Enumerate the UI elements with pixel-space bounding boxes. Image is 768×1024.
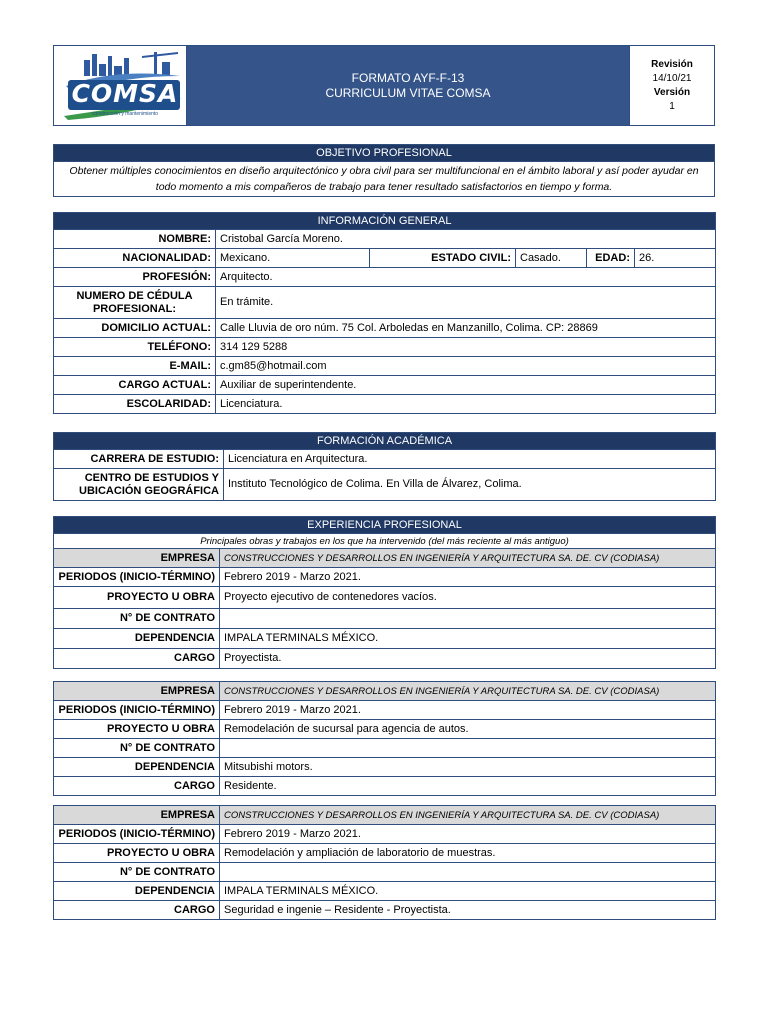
dependencia-value: IMPALA TERMINALS MÉXICO. — [220, 882, 716, 901]
periodos-value: Febrero 2019 - Marzo 2021. — [220, 825, 716, 844]
proyecto-label: PROYECTO U OBRA — [54, 720, 220, 739]
revision-block — [629, 46, 714, 125]
nombre-value: Cristobal García Moreno. — [216, 230, 716, 249]
comsa-logo — [54, 46, 187, 125]
academic-table — [53, 432, 716, 501]
contrato-value — [220, 609, 716, 629]
centro-label: CENTRO DE ESTUDIOS Y UBICACIÓN GEOGRÁFICA — [54, 469, 224, 501]
objective-title: OBJETIVO PROFESIONAL — [54, 145, 715, 162]
empresa-label: EMPRESA — [54, 549, 220, 568]
profesion-value: Arquitecto. — [216, 268, 716, 287]
proyecto-value: Proyecto ejecutivo de contenedores vacíos. — [220, 587, 716, 609]
objective-text: Obtener múltiples conocimientos en diseño arquitectónico y obra civil para ser multifuncional en el ámbito laboral y así poder ayudar en todo momento a mis compañeros de trabajo para tener resultado satisfactorios en tiempo y forma. — [54, 162, 715, 197]
form-title: CURRICULUM VITAE COMSA — [325, 85, 491, 100]
contrato-label: N° DE CONTRATO — [54, 609, 220, 629]
periodos-label: PERIODOS (INICIO-TÉRMINO) — [54, 568, 220, 587]
empresa-label: EMPRESA — [54, 682, 220, 701]
form-title-block — [187, 46, 629, 125]
estado-civil-label: ESTADO CIVIL: — [370, 249, 516, 268]
contrato-label: N° DE CONTRATO — [54, 863, 220, 882]
escolaridad-value: Licenciatura. — [216, 395, 716, 414]
edad-label: EDAD: — [587, 249, 635, 268]
nacionalidad-value: Mexicano. — [216, 249, 370, 268]
experience-title: EXPERIENCIA PROFESIONAL — [54, 517, 716, 534]
contrato-value — [220, 739, 716, 758]
experience-note: Principales obras y trabajos en los que ha intervenido (del más reciente al más antiguo) — [54, 534, 716, 549]
cargo-label: CARGO — [54, 901, 220, 920]
periodos-value: Febrero 2019 - Marzo 2021. — [220, 568, 716, 587]
dependencia-label: DEPENDENCIA — [54, 758, 220, 777]
logo-text: COMSA — [71, 79, 179, 108]
dependencia-label: DEPENDENCIA — [54, 629, 220, 649]
experience-table-2 — [53, 681, 716, 796]
carrera-label: CARRERA DE ESTUDIO: — [54, 450, 224, 469]
telefono-label: TELÉFONO: — [54, 338, 216, 357]
proyecto-label: PROYECTO U OBRA — [54, 587, 220, 609]
proyecto-value: Remodelación de sucursal para agencia de autos. — [220, 720, 716, 739]
empresa-value: CONSTRUCCIONES Y DESARROLLOS EN INGENIERÍA Y ARQUITECTURA SA. DE. CV (CODIASA) — [220, 806, 716, 825]
proyecto-value: Remodelación y ampliación de laboratorio de muestras. — [220, 844, 716, 863]
dependencia-value: Mitsubishi motors. — [220, 758, 716, 777]
contrato-value — [220, 863, 716, 882]
logo-tagline: construcción y mantenimiento — [91, 111, 159, 117]
periodos-value: Febrero 2019 - Marzo 2021. — [220, 701, 716, 720]
cargo-actual-label: CARGO ACTUAL: — [54, 376, 216, 395]
objective-table — [53, 144, 715, 197]
telefono-value: 314 129 5288 — [216, 338, 716, 357]
nacionalidad-label: NACIONALIDAD: — [54, 249, 216, 268]
contrato-label: N° DE CONTRATO — [54, 739, 220, 758]
cedula-value: En trámite. — [216, 287, 716, 319]
cargo-value: Residente. — [220, 777, 716, 796]
form-code: FORMATO AYF-F-13 — [351, 70, 465, 85]
experience-table-3 — [53, 805, 716, 920]
cargo-value: Proyectista. — [220, 649, 716, 669]
version-number: 1 — [669, 100, 675, 112]
proyecto-label: PROYECTO U OBRA — [54, 844, 220, 863]
email-value: c.gm85@hotmail.com — [216, 357, 716, 376]
centro-value: Instituto Tecnológico de Colima. En Villa de Álvarez, Colima. — [224, 469, 716, 501]
periodos-label: PERIODOS (INICIO-TÉRMINO) — [54, 825, 220, 844]
cargo-actual-value: Auxiliar de superintendente. — [216, 376, 716, 395]
dependencia-value: IMPALA TERMINALS MÉXICO. — [220, 629, 716, 649]
experience-table-1 — [53, 516, 716, 669]
general-title: INFORMACIÓN GENERAL — [54, 213, 716, 230]
form-header — [53, 45, 715, 126]
cedula-label: NUMERO DE CÉDULA PROFESIONAL: — [54, 287, 216, 319]
profesion-label: PROFESIÓN: — [54, 268, 216, 287]
cargo-value: Seguridad e ingenie – Residente - Proyectista. — [220, 901, 716, 920]
nombre-label: NOMBRE: — [54, 230, 216, 249]
empresa-label: EMPRESA — [54, 806, 220, 825]
cargo-label: CARGO — [54, 649, 220, 669]
periodos-label: PERIODOS (INICIO-TÉRMINO) — [54, 701, 220, 720]
estado-civil-value: Casado. — [516, 249, 587, 268]
empresa-value: CONSTRUCCIONES Y DESARROLLOS EN INGENIERÍA Y ARQUITECTURA SA. DE. CV (CODIASA) — [220, 549, 716, 568]
edad-value: 26. — [635, 249, 716, 268]
revision-label: Revisión — [651, 58, 693, 70]
email-label: E-MAIL: — [54, 357, 216, 376]
version-label: Versión — [653, 86, 691, 98]
revision-date: 14/10/21 — [652, 72, 692, 84]
cargo-label: CARGO — [54, 777, 220, 796]
empresa-value: CONSTRUCCIONES Y DESARROLLOS EN INGENIERÍA Y ARQUITECTURA SA. DE. CV (CODIASA) — [220, 682, 716, 701]
academic-title: FORMACIÓN ACADÉMICA — [54, 433, 716, 450]
escolaridad-label: ESCOLARIDAD: — [54, 395, 216, 414]
domicilio-value: Calle Lluvia de oro núm. 75 Col. Arboledas en Manzanillo, Colima. CP: 28869 — [216, 319, 716, 338]
domicilio-label: DOMICILIO ACTUAL: — [54, 319, 216, 338]
carrera-value: Licenciatura en Arquitectura. — [224, 450, 716, 469]
general-info-table — [53, 212, 716, 414]
dependencia-label: DEPENDENCIA — [54, 882, 220, 901]
